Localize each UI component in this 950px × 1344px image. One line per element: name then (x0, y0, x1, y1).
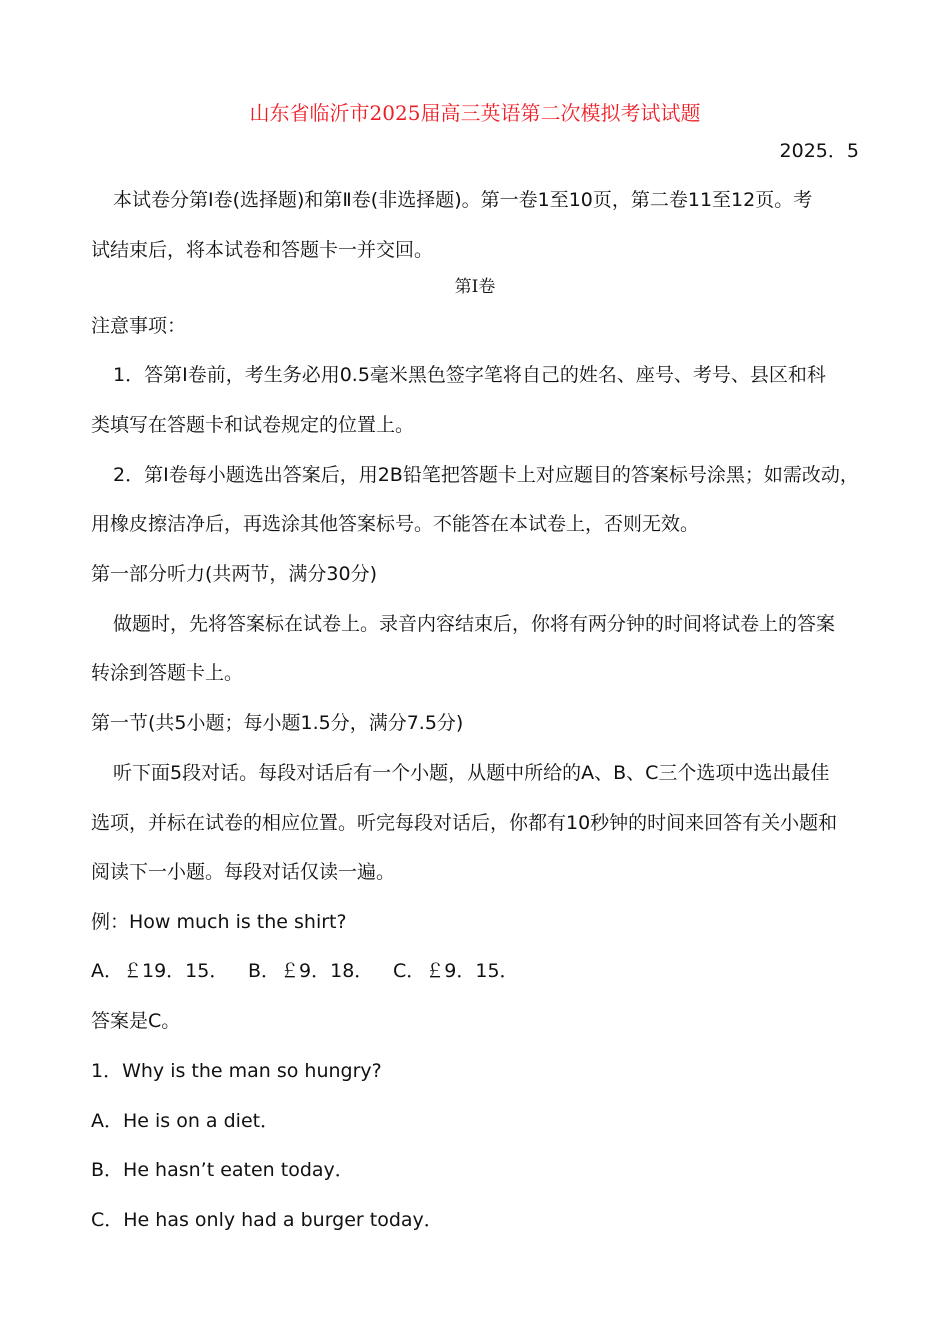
section-1-instruction-line-3: 阅读下一小题。每段对话仅读一遍。 (91, 861, 396, 883)
example-options (91, 959, 519, 983)
notes-heading: 注意事项： (91, 315, 187, 337)
note-1-line-2: 类填写在答题卡和试卷规定的位置上。 (91, 414, 415, 436)
question-1: 1．Why is the man so hungry? (91, 1060, 382, 1082)
intro-line-1: 本试卷分第Ⅰ卷(选择题)和第Ⅱ卷(非选择题)。第一卷1至10页，第二卷11至12页。考 (113, 189, 813, 211)
example-question: 例：How much is the shirt? (91, 911, 347, 933)
example-answer: 答案是C。 (91, 1010, 181, 1032)
question-1-option-b: B．He hasn’t eaten today． (91, 1159, 354, 1181)
example-option-b: B．￡9．18． (248, 960, 374, 982)
part-1-instruction-line-1: 做题时，先将答案标在试卷上。录音内容结束后，你将有两分钟的时间将试卷上的答案 (113, 613, 836, 635)
example-option-a: A．￡19．15． (91, 960, 229, 982)
document-date: 2025．5 (779, 140, 859, 162)
document-title: 山东省临沂市2025届高三英语第二次模拟考试试题 (249, 101, 701, 125)
section-1-instruction-line-1: 听下面5段对话。每段对话后有一个小题，从题中所给的A、B、C三个选项中选出最佳 (113, 762, 830, 784)
example-option-c: C．￡9．15． (393, 960, 519, 982)
note-2-line-2: 用橡皮擦洁净后，再选涂其他答案标号。不能答在本试卷上，否则无效。 (91, 513, 700, 535)
note-1-line-1: 1．答第Ⅰ卷前，考生务必用0.5毫米黑色签字笔将自己的姓名、座号、考号、县区和科 (113, 364, 826, 386)
question-1-option-a: A．He is on a diet． (91, 1110, 280, 1132)
part-1-instruction-line-2: 转涂到答题卡上。 (91, 662, 244, 684)
volume-heading: 第Ⅰ卷 (454, 277, 496, 297)
note-2-line-1: 2．第Ⅰ卷每小题选出答案后，用2B铅笔把答题卡上对应题目的答案标号涂黑；如需改动， (113, 464, 859, 486)
section-1-heading: 第一节(共5小题；每小题1.5分，满分7.5分) (91, 712, 464, 734)
part-1-heading: 第一部分听力(共两节，满分30分) (91, 563, 378, 585)
question-1-option-c: C．He has only had a burger today． (91, 1209, 443, 1231)
intro-line-2: 试结束后，将本试卷和答题卡一并交回。 (91, 239, 434, 261)
section-1-instruction-line-2: 选项，并标在试卷的相应位置。听完每段对话后，你都有10秒钟的时间来回答有关小题和 (91, 812, 838, 834)
